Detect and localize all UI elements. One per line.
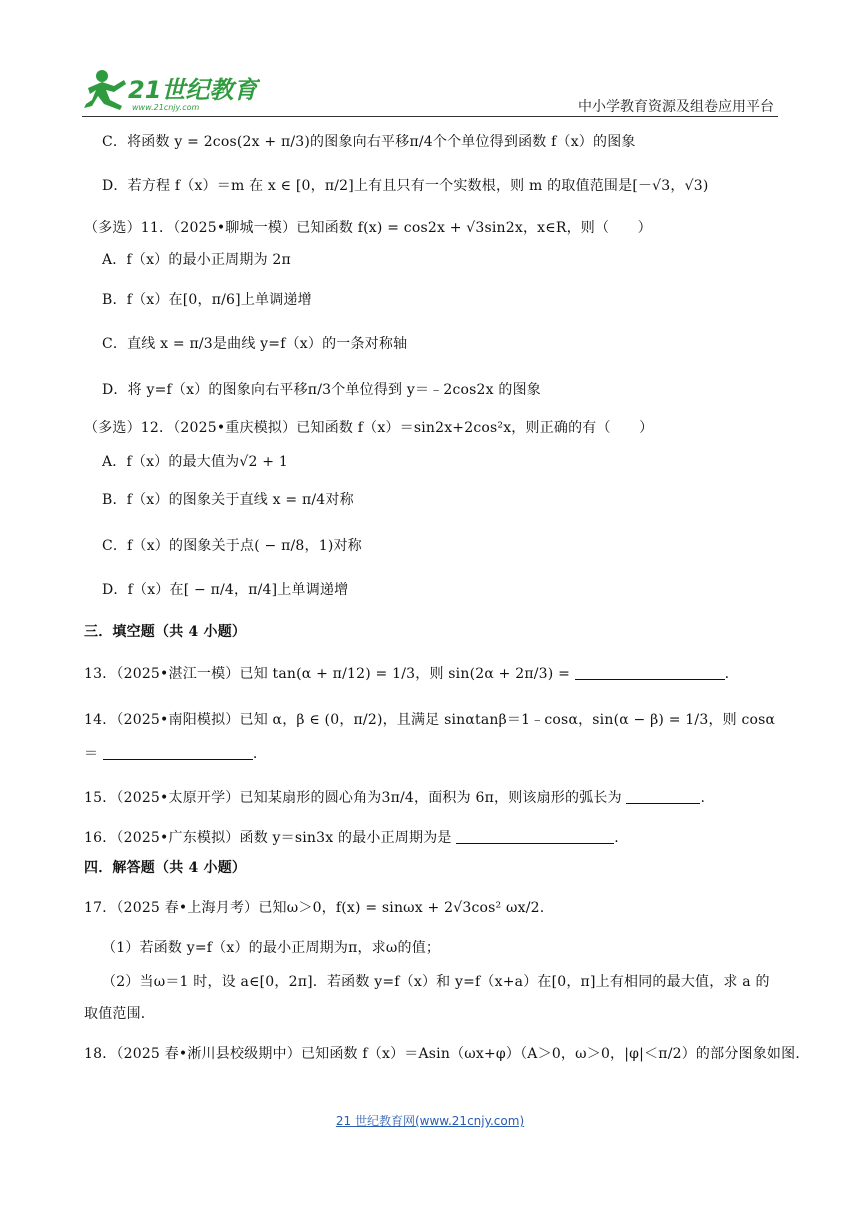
question-14: 14．（2025•南阳模拟）已知 α，β ∈ (0，π/2)，且满足 sinαtanβ＝1﹣cosα，sin(α − β) = 1/3，则 cosα — [84, 712, 776, 728]
question-11-stem: （多选）11．（2025•聊城一模）已知函数 f(x) = cos2x + √3sin2x，x∈R，则（ ） — [84, 220, 652, 236]
answer-blank — [456, 829, 614, 844]
question-15-text: 15．（2025•太原开学）已知某扇形的圆心角为3π/4，面积为 6π，则该扇形的弧长为 — [84, 790, 627, 806]
question-12-option-b: B．f（x）的图象关于直线 x = π/4对称 — [102, 492, 354, 508]
question-18-stem: 18．（2025 春•淅川县校级期中）已知函数 f（x）＝Asin（ωx+φ）（A＞0，ω＞0，|φ|＜π/2）的部分图象如图． — [84, 1046, 810, 1062]
question-11-option-b: B．f（x）在[0，π/6]上单调递增 — [102, 292, 312, 308]
question-14-equals: ＝ — [84, 746, 103, 762]
svg-text:21世纪教育: 21世纪教育 — [128, 76, 258, 104]
question-12-option-d: D．f（x）在[ − π/4，π/4]上单调递增 — [102, 582, 349, 598]
question-16-text: 16．（2025•广东模拟）函数 y＝sin3x 的最小正周期为是 — [84, 830, 457, 846]
question-12-option-c: C．f（x）的图象关于点( − π/8，1)对称 — [102, 538, 362, 554]
question-13-text: 13．（2025•湛江一模）已知 tan(α + π/12) = 1/3，则 sin(2α + 2π/3) = — [84, 666, 575, 682]
header-divider — [82, 116, 778, 117]
answer-blank — [626, 789, 700, 804]
answer-blank — [575, 665, 725, 680]
question-11-option-a: A．f（x）的最小正周期为 2π — [102, 252, 291, 268]
section-solutions-heading: 四．解答题（共 4 小题） — [84, 860, 247, 876]
question-12-option-a: A．f（x）的最大值为√2 + 1 — [102, 454, 288, 470]
answer-blank — [103, 745, 253, 760]
question-17-part-1: （1）若函数 y=f（x）的最小正周期为π，求ω的值； — [102, 940, 441, 956]
question-12-stem: （多选）12．（2025•重庆模拟）已知函数 f（x）＝sin2x+2cos²x，则正确的有（ ） — [84, 420, 654, 436]
question-11-option-c: C．直线 x = π/3是曲线 y=f（x）的一条对称轴 — [102, 336, 408, 352]
svg-text:www.21cnjy.com: www.21cnjy.com — [132, 103, 200, 112]
question-10-option-c: C．将函数 y = 2cos(2x + π/3)的图象向右平移π/4个个单位得到函数 f（x）的图象 — [102, 134, 636, 150]
brand-logo — [80, 66, 260, 116]
question-14-continued: ＝ . — [84, 746, 258, 762]
question-17-part-2-continued: 取值范围． — [84, 1006, 155, 1022]
question-13: 13．（2025•湛江一模）已知 tan(α + π/12) = 1/3，则 sin(2α + 2π/3) = . — [84, 666, 730, 682]
section-fill-in-heading: 三．填空题（共 4 小题） — [84, 624, 247, 640]
question-10-option-d: D．若方程 f（x）＝m 在 x ∈ [0，π/2]上有且只有一个实数根，则 m 的取值范围是[－√3，√3) — [102, 178, 709, 194]
question-11-option-d: D．将 y=f（x）的图象向右平移π/3个单位得到 y＝﹣2cos2x 的图象 — [102, 382, 541, 398]
platform-name: 中小学教育资源及组卷应用平台 — [578, 99, 774, 115]
question-17-stem: 17．（2025 春•上海月考）已知ω＞0，f(x) = sinωx + 2√3cos² ωx/2. — [84, 900, 545, 916]
question-17-part-2: （2）当ω＝1 时，设 a∈[0，2π]．若函数 y=f（x）和 y=f（x+a）在[0，π]上有相同的最大值，求 a 的 — [102, 974, 770, 990]
runner-logo-icon — [80, 66, 260, 116]
question-15: 15．（2025•太原开学）已知某扇形的圆心角为3π/4，面积为 6π，则该扇形的弧长为 . — [84, 790, 706, 806]
question-16: 16．（2025•广东模拟）函数 y＝sin3x 的最小正周期为是 . — [84, 830, 619, 846]
footer-link[interactable]: 21 世纪教育网(www.21cnjy.com) — [335, 1114, 525, 1128]
